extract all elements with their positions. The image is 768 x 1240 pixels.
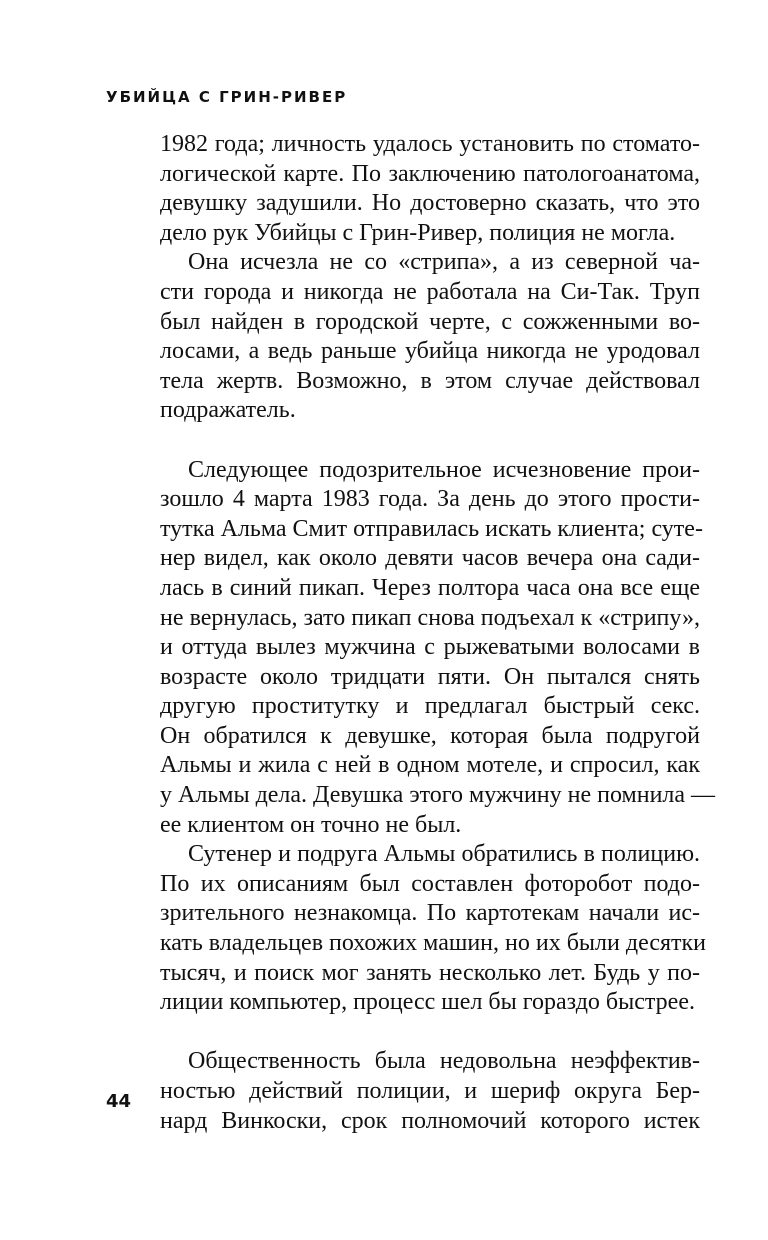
- section-break: [160, 1018, 700, 1048]
- text-line: зошло 4 марта 1983 года. За день до этого прости-: [160, 486, 700, 513]
- text-line: логической карте. По заключению патологоанатома,: [160, 160, 700, 187]
- text-line: зрительного незнакомца. По картотекам начали ис-: [160, 900, 700, 927]
- text-line: другую проститутку и предлагал быстрый секс.: [160, 693, 700, 720]
- text-line: ностью действий полиции, и шериф округа Бер-: [160, 1078, 700, 1104]
- text-line: у Альмы дела. Девушка этого мужчину не помнила —: [160, 782, 716, 809]
- text-line: тутка Альма Смит отправилась искать клиента; суте-: [160, 515, 703, 542]
- text-line: лась в синий пикап. Через полтора часа она все еще: [160, 574, 700, 601]
- text-line: Общественность была недовольна неэффектив-: [188, 1048, 700, 1075]
- page-number: 44: [106, 1091, 132, 1112]
- text-line: лосами, а ведь раньше убийца никогда не уродовал: [160, 338, 700, 365]
- text-line: не вернулась, зато пикап снова подъехал к «стрипу»,: [160, 604, 700, 631]
- text-line: лиции компьютер, процесс шел бы гораздо быстрее.: [160, 989, 695, 1016]
- text-line: кать владельцев похожих машин, но их были десятки: [160, 930, 707, 957]
- running-title: УБИЙЦА С ГРИН-РИВЕР: [106, 88, 348, 106]
- text-line: возрасте около тридцати пяти. Он пытался снять: [160, 663, 700, 690]
- text-line: Он обратился к девушке, которая была подругой: [160, 722, 700, 749]
- text-line: и оттуда вылез мужчина с рыжеватыми волосами в: [160, 634, 700, 661]
- text-line: ее клиентом он точно не был.: [160, 811, 462, 838]
- text-line: девушку задушили. Но достоверно сказать, что это: [160, 190, 700, 217]
- text-line: Сутенер и подруга Альмы обратились в полицию.: [188, 841, 700, 868]
- text-line: сти города и никогда не работала на Си-Так. Труп: [160, 278, 700, 305]
- text-line: Альмы и жила с ней в одном мотеле, и спросил, как: [160, 752, 700, 779]
- text-line: 1982 года; личность удалось установить по стомато-: [160, 131, 700, 157]
- text-line: был найден в городской черте, с сожженными во-: [160, 308, 700, 335]
- body-text: [160, 130, 716, 1136]
- text-line: тела жертв. Возможно, в этом случае действовал: [160, 367, 700, 394]
- text-line: тысяч, и поиск мог занять несколько лет. Будь у по-: [160, 959, 700, 986]
- text-line: Следующее подозрительное исчезновение прои-: [188, 456, 700, 483]
- text-line: По их описаниям был составлен фоторобот подо-: [160, 870, 700, 897]
- text-line: нер видел, как около девяти часов вечера она сади-: [160, 545, 700, 572]
- text-line: нард Винкоски, срок полномочий которого истек: [160, 1107, 700, 1134]
- text-line: подражатель.: [160, 397, 296, 424]
- text-line: дело рук Убийцы с Грин-Ривер, полиция не могла.: [160, 219, 676, 246]
- section-break: [160, 426, 700, 456]
- text-line: Она исчезла не со «стрипа», а из северной ча-: [188, 249, 700, 276]
